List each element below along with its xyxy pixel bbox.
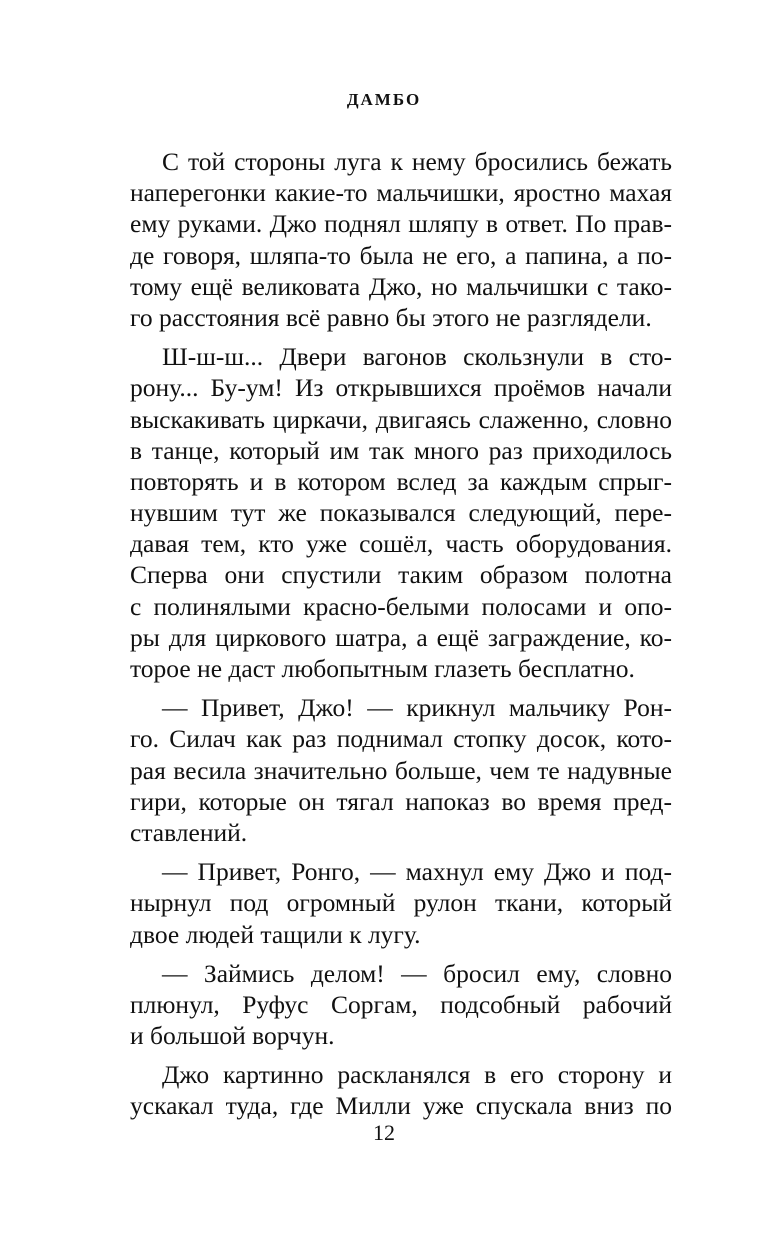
text-line: Ш-ш-ш... Двери вагонов скользнули в сто-	[162, 342, 672, 372]
paragraph-gap	[130, 333, 672, 341]
text-line: нырнул под огромный рулон ткани, который	[130, 888, 672, 918]
paragraph	[130, 958, 672, 1052]
text-line: — Привет, Ронго, — махнул ему Джо и под-	[162, 857, 672, 887]
text-line: ускакал туда, где Милли уже спускала вниз по	[130, 1091, 672, 1121]
text-line: го. Силач как раз поднимал стопку досок, кото-	[130, 724, 672, 754]
text-line: тому ещё великовата Джо, но мальчишки с тако-	[130, 271, 672, 301]
text-line: ему руками. Джо поднял шляпу в ответ. По прав-	[130, 209, 672, 239]
text-line: двое людей тащили к лугу.	[130, 919, 421, 949]
text-line: торое не даст любопытным глазеть бесплатно.	[130, 654, 635, 683]
paragraph	[130, 856, 672, 950]
text-line: наперегонки какие-то мальчишки, яростно махая	[130, 178, 672, 208]
text-line: в танце, который им так много раз приходилось	[130, 435, 672, 465]
text-line: и большой ворчун.	[130, 1021, 335, 1051]
paragraph	[130, 692, 672, 848]
text-line: повторять и в котором вслед за каждым спрыг-	[130, 466, 672, 496]
text-line: де говоря, шляпа-то была не его, а папина, а по-	[130, 240, 672, 270]
text-line: ры для циркового шатра, а ещё заграждение, ко-	[130, 622, 672, 652]
text-line: рая весила значительно больше, чем те надувные	[130, 755, 672, 785]
text-line: выскакивать циркачи, двигаясь слаженно, словно	[130, 404, 672, 434]
body-text	[130, 146, 672, 1122]
paragraph	[130, 341, 672, 684]
text-line: нувшим тут же показывался следующий, пере-	[130, 498, 672, 528]
text-line: го расстояния всё равно бы этого не разглядели.	[130, 302, 652, 332]
text-line: Джо картинно раскланялся в его сторону и	[162, 1060, 672, 1090]
paragraph	[130, 1059, 672, 1121]
text-line: плюнул, Руфус Соргам, подсобный рабочий	[130, 989, 672, 1019]
paragraph-gap	[130, 684, 672, 692]
text-line: рону... Бу-ум! Из открывшихся проёмов начали	[130, 373, 672, 403]
page-number: 12	[373, 1120, 395, 1145]
paragraph-gap	[130, 950, 672, 958]
text-line: давая тем, кто уже сошёл, часть оборудования.	[130, 529, 672, 559]
text-line: С той стороны луга к нему бросились бежать	[162, 147, 672, 176]
paragraph-gap	[130, 1051, 672, 1059]
text-line: с полинялыми красно-белыми полосами и опо-	[130, 591, 672, 621]
text-line: Сперва они спустили таким образом полотна	[130, 560, 672, 590]
paragraph	[130, 146, 672, 333]
text-line: гири, которые он тягал напоказ во время пред-	[130, 786, 672, 816]
text-line: — Займись делом! — бросил ему, словно	[162, 958, 672, 988]
paragraph-gap	[130, 848, 672, 856]
running-title: ДАМБО	[346, 90, 422, 109]
text-line: ставлений.	[130, 817, 248, 847]
text-line: — Привет, Джо! — крикнул мальчику Рон-	[162, 693, 672, 723]
